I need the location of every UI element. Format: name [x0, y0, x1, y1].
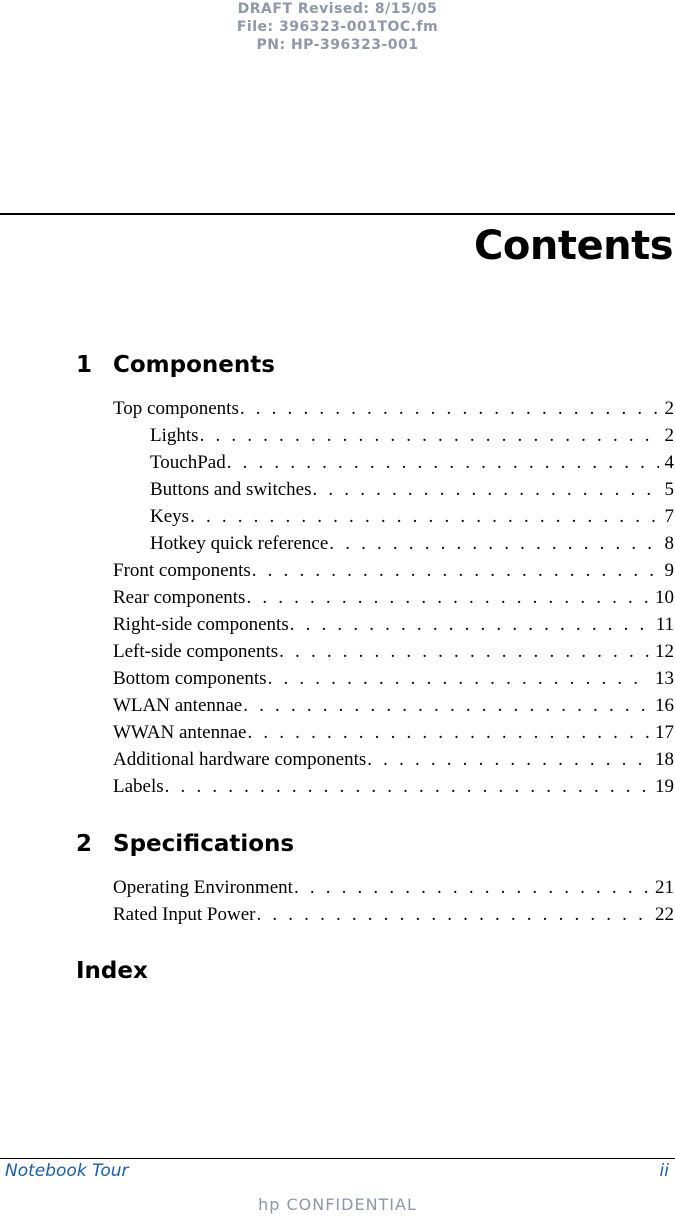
toc-entry-title: Keys	[150, 506, 190, 527]
draft-file: File: 396323-001TOC.fm	[236, 19, 439, 35]
footer-page-number: ii	[659, 1161, 669, 1181]
toc-entry-title: Front components	[113, 560, 251, 581]
chapter-heading-2	[76, 829, 294, 859]
dot-leader	[255, 901, 649, 928]
dot-leader	[366, 746, 649, 773]
chapter-title: Specifications	[113, 831, 295, 857]
toc-list-chapter-1	[113, 395, 674, 800]
dot-leader	[267, 665, 649, 692]
toc-entry[interactable]	[113, 395, 674, 422]
toc-entry[interactable]	[113, 611, 674, 638]
toc-entry-page: 11	[655, 614, 674, 635]
toc-entry-page: 21	[655, 877, 674, 898]
toc-entry-title: Lights	[150, 425, 199, 446]
toc-entry-title: Left-side components	[113, 641, 279, 662]
toc-entry-page: 2	[664, 425, 674, 446]
toc-entry[interactable]	[113, 422, 674, 449]
toc-entry[interactable]	[113, 476, 674, 503]
toc-entry-title: WWAN antennae	[113, 722, 247, 743]
toc-entry[interactable]	[113, 449, 674, 476]
draft-stamp	[0, 0, 675, 54]
toc-entry-page: 19	[655, 776, 674, 797]
toc-entry-title: Rated Input Power	[113, 904, 256, 925]
footer-book-title: Notebook Tour	[5, 1161, 129, 1181]
toc-entry-page: 12	[655, 641, 674, 662]
toc-entry-title: Hotkey quick reference	[150, 533, 329, 554]
toc-entry[interactable]	[113, 773, 674, 800]
dot-leader	[312, 476, 659, 503]
toc-entry[interactable]	[113, 746, 674, 773]
dot-leader	[189, 503, 658, 530]
dot-leader	[293, 874, 649, 901]
toc-entry-page: 16	[655, 695, 674, 716]
toc-entry[interactable]	[113, 901, 674, 928]
dot-leader	[245, 584, 649, 611]
chapter-title: Components	[113, 352, 275, 378]
toc-entry-page: 9	[664, 560, 674, 581]
toc-entry[interactable]	[113, 638, 674, 665]
dot-leader	[278, 638, 649, 665]
toc-entry[interactable]	[113, 530, 674, 557]
toc-entry-title: Rear components	[113, 587, 246, 608]
dot-leader	[246, 719, 649, 746]
toc-entry-page: 13	[655, 668, 674, 689]
page-title: Contents	[474, 223, 673, 269]
toc-entry-page: 17	[655, 722, 674, 743]
toc-entry[interactable]	[113, 584, 674, 611]
dot-leader	[199, 422, 659, 449]
toc-entry-title: Buttons and switches	[150, 479, 312, 500]
toc-entry-page: 4	[664, 452, 674, 473]
dot-leader	[289, 611, 650, 638]
dot-leader	[239, 395, 659, 422]
top-rule	[0, 213, 675, 215]
dot-leader	[226, 449, 659, 476]
toc-list-chapter-2	[113, 874, 674, 928]
footer-rule	[0, 1158, 675, 1159]
toc-entry-page: 22	[655, 904, 674, 925]
toc-entry[interactable]	[113, 503, 674, 530]
toc-entry-title: WLAN antennae	[113, 695, 243, 716]
toc-entry-title: Labels	[113, 776, 164, 797]
toc-entry-page: 8	[664, 533, 674, 554]
toc-entry-page: 18	[655, 749, 674, 770]
index-heading[interactable]: Index	[76, 958, 148, 984]
draft-revised: DRAFT Revised: 8/15/05	[237, 1, 438, 17]
draft-part-number: PN: HP-396323-001	[256, 37, 419, 53]
toc-entry-page: 7	[664, 506, 674, 527]
toc-entry-page: 10	[655, 587, 674, 608]
chapter-number: 2	[76, 831, 93, 857]
toc-entry[interactable]	[113, 692, 674, 719]
toc-entry-title: Top components	[113, 398, 239, 419]
toc-entry-page: 5	[664, 479, 674, 500]
toc-entry[interactable]	[113, 874, 674, 901]
toc-entry-title: Operating Environment	[113, 877, 293, 898]
toc-entry[interactable]	[113, 665, 674, 692]
dot-leader	[164, 773, 649, 800]
toc-entry[interactable]	[113, 557, 674, 584]
toc-entry-title: Right-side components	[113, 614, 289, 635]
chapter-number: 1	[76, 352, 93, 378]
toc-entry-title: TouchPad	[150, 452, 226, 473]
chapter-heading-1	[76, 350, 275, 380]
dot-leader	[251, 557, 659, 584]
confidential-notice: hp CONFIDENTIAL	[258, 1195, 417, 1214]
toc-entry-page: 2	[664, 398, 674, 419]
dot-leader	[328, 530, 658, 557]
toc-entry-title: Additional hardware components	[113, 749, 367, 770]
toc-entry[interactable]	[113, 719, 674, 746]
dot-leader	[242, 692, 649, 719]
toc-entry-title: Bottom components	[113, 668, 267, 689]
